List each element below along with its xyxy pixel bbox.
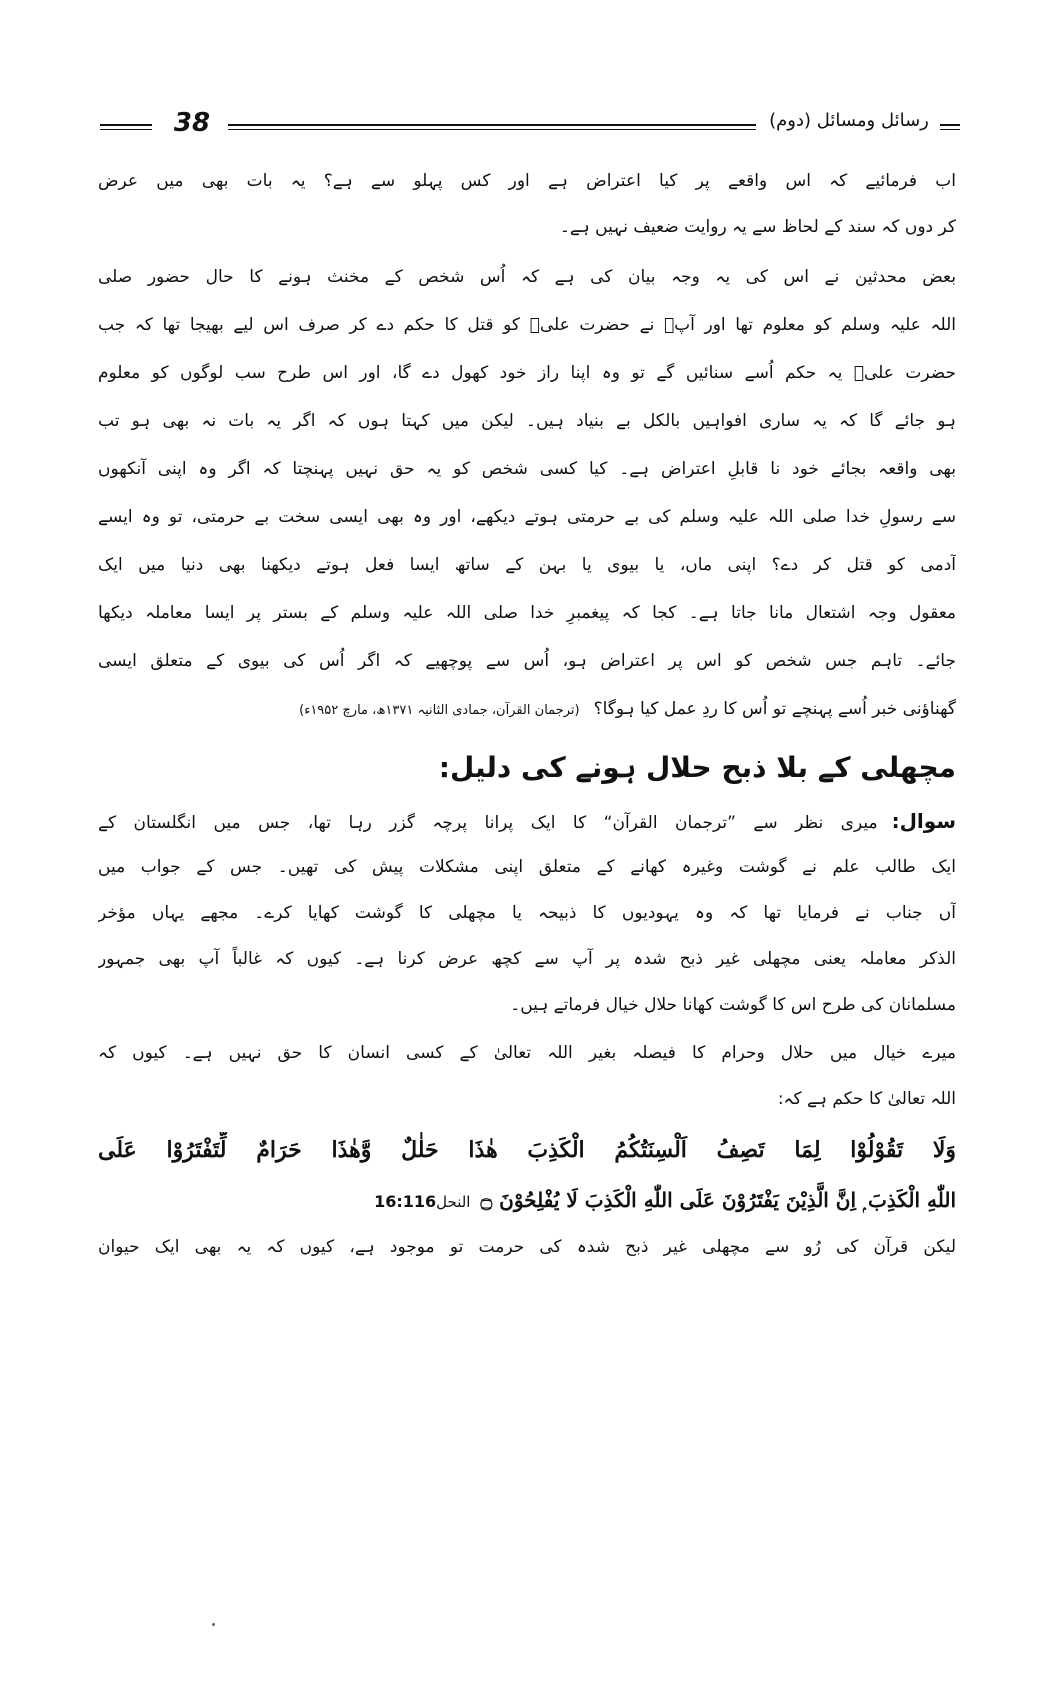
text-line: آں جناب نے فرمایا تھا کہ وہ یہودیوں کا ذبیحہ یا مچھلی کا گوشت کھایا کرے۔ مجھے یہاں مؤخر (98, 903, 956, 923)
text-line: اللہ تعالیٰ کا حکم ہے کہ: (777, 1089, 956, 1109)
text-line-with-citation (98, 694, 956, 724)
ayah-reference: 16:116 (374, 1192, 437, 1211)
text-line: ہو جائے گا کہ یہ ساری افواہیں بالکل بے بنیاد ہیں۔ لیکن میں کہتا ہوں کہ اگر یہ بات نہ بھی ہو تب (98, 411, 956, 431)
question-label: سوال: (891, 809, 956, 833)
text-line: الذکر معاملہ یعنی مچھلی غیر ذبح شدہ پر آپ سے کچھ عرض کرنا ہے۔ کیوں کہ غالباً آپ بھی جمہور (98, 949, 956, 969)
page-number: 38 (173, 108, 211, 138)
surah-name: النحل (436, 1193, 471, 1211)
text-line: آدمی کو قتل کر دے؟ اپنی ماں، یا بیوی یا بہن کے ساتھ ایسا فعل ہوتے دیکھنا بھی دنیا میں ایک (98, 555, 956, 575)
book-title: رسائل ومسائل (دوم) (769, 110, 929, 131)
text-line: معقول وجہ اشتعال مانا جاتا ہے۔ کجا کہ پیغمبرِ خدا صلی اللہ علیہ وسلم کے بستر پر ایسا معاملہ دیکھا (98, 603, 956, 623)
text-fragment: میری نظر سے ”ترجمان القرآن“ کا ایک پرانا پرچہ گزر رہا تھا، جس میں انگلستان کے (98, 813, 878, 833)
header-rule-middle (228, 124, 756, 126)
page-header (100, 108, 960, 142)
section-heading: مچھلی کے بلا ذبح حلال ہونے کی دلیل: (438, 751, 956, 784)
question-line (98, 806, 956, 836)
source-citation: (ترجمان القرآن، جمادی الثانیہ ۱۳۷۱ھ، مارچ ۱۹۵۲ء) (299, 703, 580, 718)
ayah-text: اللّٰهِ الْكَذِبَ ۭ اِنَّ الَّذِيْنَ يَفْتَرُوْنَ عَلَى اللّٰهِ الْكَذِبَ لَا يُفْلِحُوْنَ ۝ (480, 1188, 956, 1212)
text-line: حضرت علیؓ یہ حکم اُسے سنائیں گے تو وہ اپنا راز خود کھول دے گا، اور اس طرح سب لوگوں کو معلوم (98, 363, 956, 383)
text-fragment: گھناؤنی خبر اُسے پہنچے تو اُس کا ردِ عمل کیا ہوگا؟ (593, 699, 956, 719)
text-line: کر دوں کہ سند کے لحاظ سے یہ روایت ضعیف نہیں ہے۔ (559, 217, 956, 237)
text-line: مسلمانان کی طرح اس کا گوشت کھانا حلال خیال فرماتے ہیں۔ (510, 995, 956, 1015)
text-line: اب فرمائیے کہ اس واقعے پر کیا اعتراض ہے اور کس پہلو سے ہے؟ یہ بات بھی میں عرض (98, 171, 956, 191)
text-line: بھی واقعہ بجائے خود نا قابلِ اعتراض ہے۔ کیا کسی شخص کو یہ حق نہیں پہنچتا کہ اگر وہ اپنی آنکھوں (98, 459, 956, 479)
text-line: جائے۔ تاہم جس شخص کو اس پر اعتراض ہو، اُس سے پوچھیے کہ اگر اُس کی بیوی کے متعلق ایسی (98, 651, 956, 671)
text-line: سے رسولِ خدا صلی اللہ علیہ وسلم کی بے حرمتی ہوتے دیکھے، اور وہ بھی ایسی سخت بے حرمتی، تو وہ ایسے (98, 507, 956, 527)
print-speck (212, 1623, 215, 1626)
quran-ayah-line (98, 1182, 956, 1218)
text-line: بعض محدثین نے اس کی یہ وجہ بیان کی ہے کہ اُس شخص کے مخنث ہونے کا حال حضور صلی (98, 267, 956, 287)
text-line: اللہ علیہ وسلم کو معلوم تھا اور آپؐ نے حضرت علیؓ کو قتل کا حکم دے کر صرف اس لیے بھیجا تھا کہ جب (98, 315, 956, 335)
header-rule-right (940, 124, 960, 126)
text-line: لیکن قرآن کی رُو سے مچھلی غیر ذبح شدہ کی حرمت تو موجود ہے، کیوں کہ یہ بھی ایک حیوان (98, 1237, 956, 1257)
quran-ayah-line: وَلَا تَقُوْلُوْا لِمَا تَصِفُ اَلْسِنَتُكُمُ الْكَذِبَ هٰذَا حَلٰلٌ وَّهٰذَا حَرَامٌ لِّتَفْتَرُوْا عَلَى (98, 1137, 956, 1163)
header-rule-left (100, 124, 152, 126)
text-line: میرے خیال میں حلال وحرام کا فیصلہ بغیر اللہ تعالیٰ کے کسی انسان کا حق نہیں ہے۔ کیوں کہ (98, 1043, 956, 1063)
text-line: ایک طالب علم نے گوشت وغیرہ کھانے کے متعلق اپنی مشکلات پیش کی تھیں۔ جس کے جواب میں (98, 857, 956, 877)
